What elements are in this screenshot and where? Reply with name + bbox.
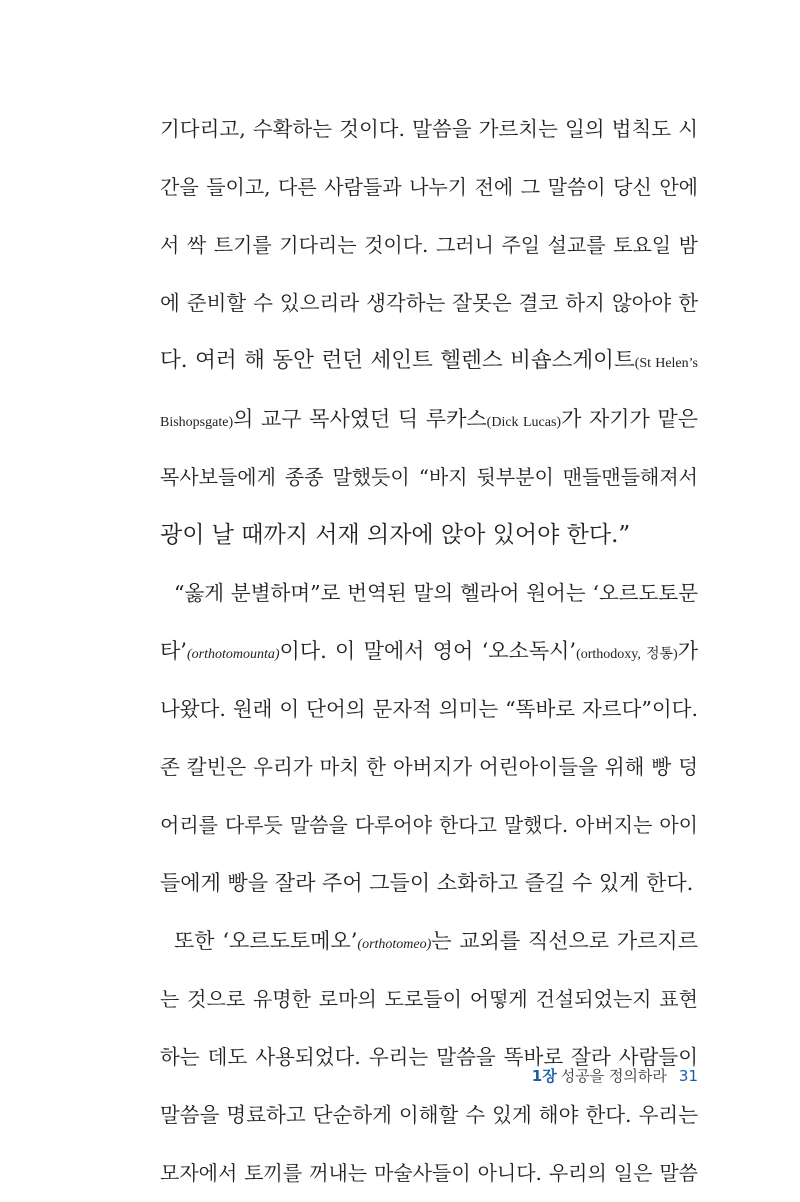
running-footer [500, 1064, 698, 1088]
body-text [160, 100, 698, 1202]
greek-transliteration: (orthotomounta) [186, 647, 280, 662]
text-run: 다. 여러 해 동안 런던 세인트 헬렌스 비숍스게이트 [160, 348, 635, 373]
text-run: 가 [677, 639, 698, 663]
chapter-label: 1장 [531, 1067, 557, 1085]
text-run: 하는 데도 사용되었다. 우리는 말씀을 똑바로 잘라 사람들이 [160, 1045, 698, 1069]
text-run: 기다리고, 수확하는 것이다. 말씀을 가르치는 일의 법칙도 시 [160, 117, 698, 141]
text-run: 들에게 빵을 잘라 주어 그들이 소화하고 즐길 수 있게 한다. [160, 871, 694, 895]
text-run: 나왔다. 원래 이 단어의 문자적 의미는 “똑바로 자르다”이다. [160, 697, 698, 721]
text-run: 모자에서 토끼를 꺼내는 마술사들이 아니다. 우리의 일은 말씀 [160, 1161, 698, 1185]
text-line [160, 680, 698, 738]
chapter-title: 성공을 정의하라 [560, 1067, 667, 1085]
english-gloss: (orthodoxy, 정통) [576, 647, 678, 662]
text-run: 존 칼빈은 우리가 마치 한 아버지가 어린아이들을 위해 빵 덩 [160, 755, 698, 779]
text-run: 는 교외를 직선으로 가르지르 [431, 929, 698, 953]
page-number: 31 [678, 1067, 698, 1085]
text-run: 가 자기가 맡은 [561, 407, 698, 431]
text-run: 간을 들이고, 다른 사람들과 나누기 전에 그 말씀이 당신 안에 [160, 175, 698, 199]
text-line [160, 158, 698, 216]
text-line [160, 970, 698, 1028]
text-line [160, 448, 698, 506]
english-gloss: (St Helen’s [634, 356, 698, 371]
text-line [160, 1144, 698, 1202]
text-line [160, 912, 698, 970]
text-line [160, 854, 698, 912]
text-line [160, 796, 698, 854]
greek-transliteration: (orthotomeo) [357, 937, 432, 952]
text-run: “옳게 분별하며”로 번역된 말의 헬라어 원어는 ‘오르도토문 [174, 581, 698, 605]
text-run: 서 싹 트기를 기다리는 것이다. 그러니 주일 설교를 토요일 밤 [160, 233, 698, 257]
text-line [160, 274, 698, 332]
text-line [160, 1086, 698, 1144]
text-run: 또한 ‘오르도토메오’ [174, 929, 358, 953]
text-line [160, 216, 698, 274]
text-run: 의 교구 목사였던 딕 루카스 [233, 407, 487, 431]
text-run: 이다. 이 말에서 영어 ‘오소독시’ [279, 639, 577, 663]
text-line [160, 100, 698, 158]
text-run: 타’ [160, 639, 187, 663]
text-line [160, 506, 698, 564]
text-line [160, 738, 698, 796]
text-run: 목사보들에게 종종 말했듯이 “바지 뒷부분이 맨들맨들해져서 [160, 465, 698, 489]
text-line [160, 390, 698, 448]
text-line [160, 332, 698, 390]
text-run: 에 준비할 수 있으리라 생각하는 잘못은 결코 하지 않아야 한 [160, 291, 698, 315]
text-run: 말씀을 명료하고 단순하게 이해할 수 있게 해야 한다. 우리는 [160, 1103, 698, 1127]
text-line [160, 564, 698, 622]
english-gloss: (Dick Lucas) [486, 415, 562, 430]
text-line [160, 622, 698, 680]
text-run: 광이 날 때까지 서재 의자에 앉아 있어야 한다.” [160, 522, 631, 548]
english-gloss: Bishopsgate) [160, 415, 234, 430]
text-run: 는 것으로 유명한 로마의 도로들이 어떻게 건설되었는지 표현 [160, 987, 698, 1011]
text-run: 어리를 다루듯 말씀을 다루어야 한다고 말했다. 아버지는 아이 [160, 813, 698, 837]
